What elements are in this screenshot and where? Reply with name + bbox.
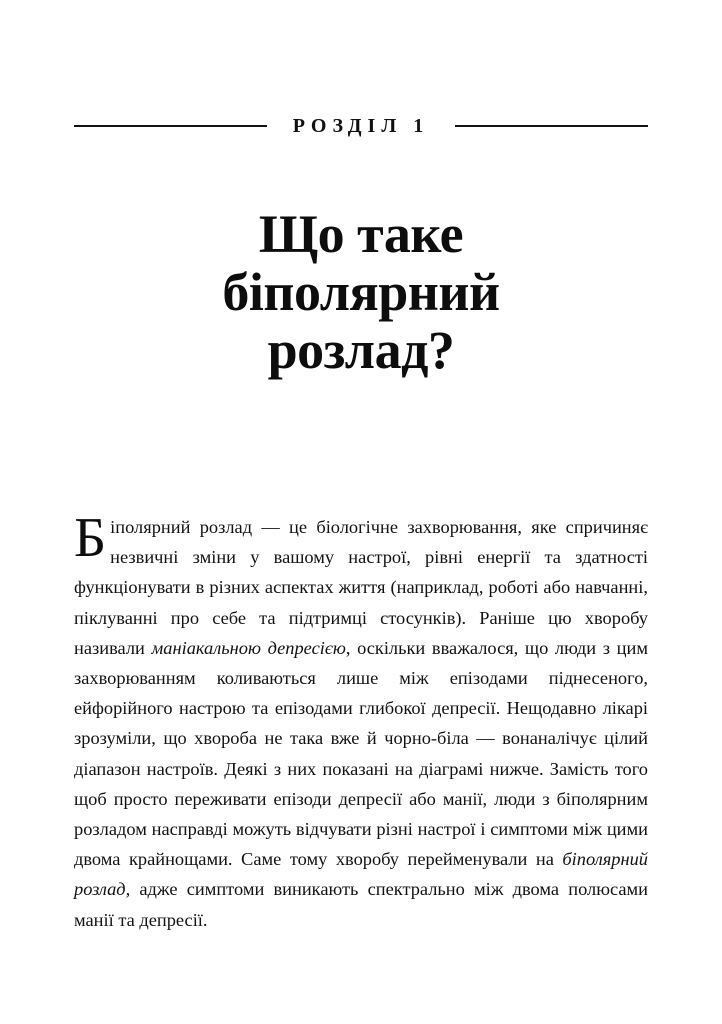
body-text-part-1: іполярний розлад — це біологічне захворювання, яке спричиняє незвичні зміни у вашому настрої, рівні енергії та здатності функціонувати в різних аспектах життя (наприклад, роботі або навчанні, піклуванні про себе та підтримці стосунків). Раніше цю хворобу називали	[74, 517, 648, 658]
chapter-title-line-3: розлад?	[267, 319, 455, 380]
chapter-title	[74, 206, 648, 379]
chapter-title-line-1: Що таке	[258, 204, 464, 265]
body-italic-1: маніакальною депресією	[151, 637, 346, 658]
body-text-part-3: , адже симптоми виникають спектрально між двома полюсами манії та депресії.	[74, 879, 648, 930]
drop-cap: Б	[74, 507, 107, 569]
chapter-title-line-2: біполярний	[222, 261, 500, 322]
body-text-block	[74, 507, 648, 935]
rule-left	[74, 125, 267, 127]
body-paragraph	[74, 507, 648, 935]
chapter-label: РОЗДІЛ 1	[292, 115, 430, 137]
body-text-part-2: , оскільки вважалося, що люди з цим захворюванням коливаються лише між епізодами піднесеного, ейфорійного настрою та епізодами глибокої депресії. Нещодавно лікарі зрозуміли, що хвороба не така вже й чорно-біла — вонаналічує цілий діапазон настроїв. Деякі з них показані на діаграмі нижче. Замість того щоб просто переживати епізоди депресії або манії, люди з біполярним розладом насправді можуть відчувати різні настрої і симптоми між цими двома крайнощами. Саме тому хворобу перейменували на	[74, 637, 648, 870]
body-italic-2: біполярний розлад	[74, 849, 648, 900]
chapter-label-row	[74, 108, 648, 144]
rule-right	[455, 125, 648, 127]
